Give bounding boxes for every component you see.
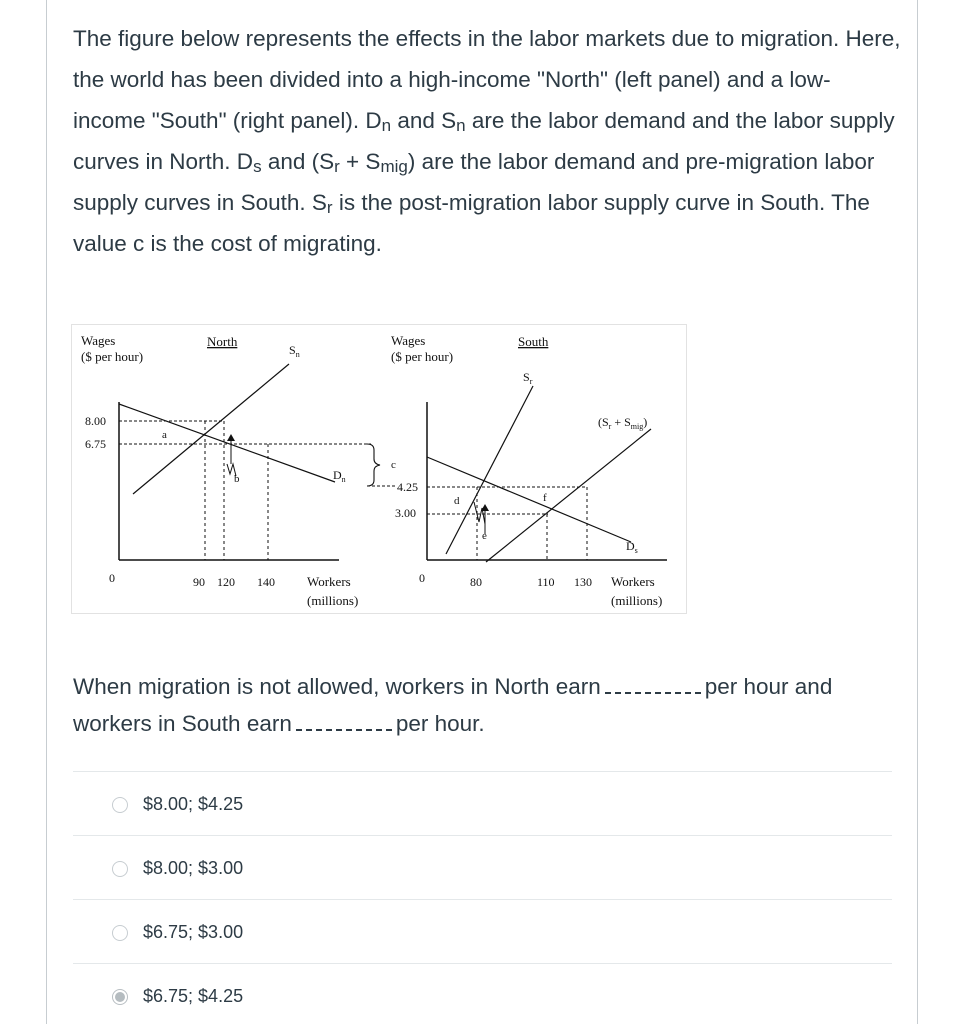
south-xlabel-line1: Workers — [611, 574, 655, 589]
question-text: The figure below represents the effects in the labor markets due to migration. Here, the world has been divided into a high-income "North" (left panel) and a low-income "South" (right panel). $D_n$ and $S_n$ are the labor demand and the labor supply curves in North. $D_s$ and $(S_r + S_{mig})$ are the labor demand and pre-migration labor supply curves in South. $S_r$ is the post-migration labor supply curve in South. The value c is the cost of migrating. — [73, 26, 901, 256]
north-area-b: b — [234, 473, 240, 485]
cost-label: c — [391, 459, 396, 471]
answer-option-1[interactable] — [73, 771, 892, 835]
south-ylabel-line1: Wages — [391, 333, 426, 348]
south-wage-low-label: 3.00 — [395, 506, 416, 520]
north-x-tick-120: 120 — [217, 575, 235, 589]
north-x-tick-140: 140 — [257, 575, 275, 589]
south-area-d: d — [454, 495, 460, 507]
north-ylabel-line2: ($ per hour) — [81, 349, 144, 364]
answer-option-4[interactable] — [73, 963, 892, 1027]
north-x-tick-90: 90 — [193, 575, 205, 589]
south-xlabel-line2: (millions) — [611, 593, 663, 608]
radio-button[interactable] — [112, 797, 128, 813]
south-pre-supply-label: $(S_r + S_{mig})$ — [598, 415, 648, 431]
north-xlabel-line1: Workers — [307, 574, 351, 589]
south-area-f: f — [543, 492, 547, 504]
south-panel-title: South — [518, 334, 549, 349]
north-area-a: a — [162, 429, 167, 441]
south-demand-label: $D_s$ — [626, 539, 638, 555]
labor-market-figure — [71, 324, 687, 614]
north-wage-blank — [605, 678, 701, 694]
south-wage-blank — [296, 715, 392, 731]
north-wage-low-label: 6.75 — [85, 437, 106, 451]
south-zero-label: 0 — [419, 571, 425, 585]
fill-in-question: When migration is not allowed, workers in North earn per hour and workers in South earn per hour. — [73, 674, 833, 736]
north-demand-label: $D_n$ — [333, 468, 346, 484]
answer-label[interactable]: $6.75; $3.00 — [143, 922, 244, 942]
north-zero-label: 0 — [109, 571, 115, 585]
south-ylabel-line2: ($ per hour) — [391, 349, 454, 364]
south-x-tick-110: 110 — [537, 575, 555, 589]
north-ylabel-line1: Wages — [81, 333, 116, 348]
answer-label[interactable]: $8.00; $4.25 — [143, 794, 244, 814]
north-wage-high-label: 8.00 — [85, 414, 106, 428]
south-wage-high-label: 4.25 — [397, 480, 418, 494]
answer-label[interactable]: $6.75; $4.25 — [143, 986, 244, 1006]
radio-button[interactable] — [112, 925, 128, 941]
radio-button-selected[interactable] — [112, 989, 128, 1005]
south-post-supply-label: $S_r$ — [523, 370, 533, 386]
answer-list — [73, 771, 892, 1027]
answer-label[interactable]: $8.00; $3.00 — [143, 858, 244, 878]
south-area-e: e — [482, 530, 487, 542]
radio-button[interactable] — [112, 861, 128, 877]
north-supply-label: $S_n$ — [289, 343, 300, 359]
south-x-tick-80: 80 — [470, 575, 482, 589]
answer-option-3[interactable] — [73, 899, 892, 963]
north-panel-title: North — [207, 334, 238, 349]
south-x-tick-130: 130 — [574, 575, 592, 589]
north-xlabel-line2: (millions) — [307, 593, 359, 608]
answer-option-2[interactable] — [73, 835, 892, 899]
